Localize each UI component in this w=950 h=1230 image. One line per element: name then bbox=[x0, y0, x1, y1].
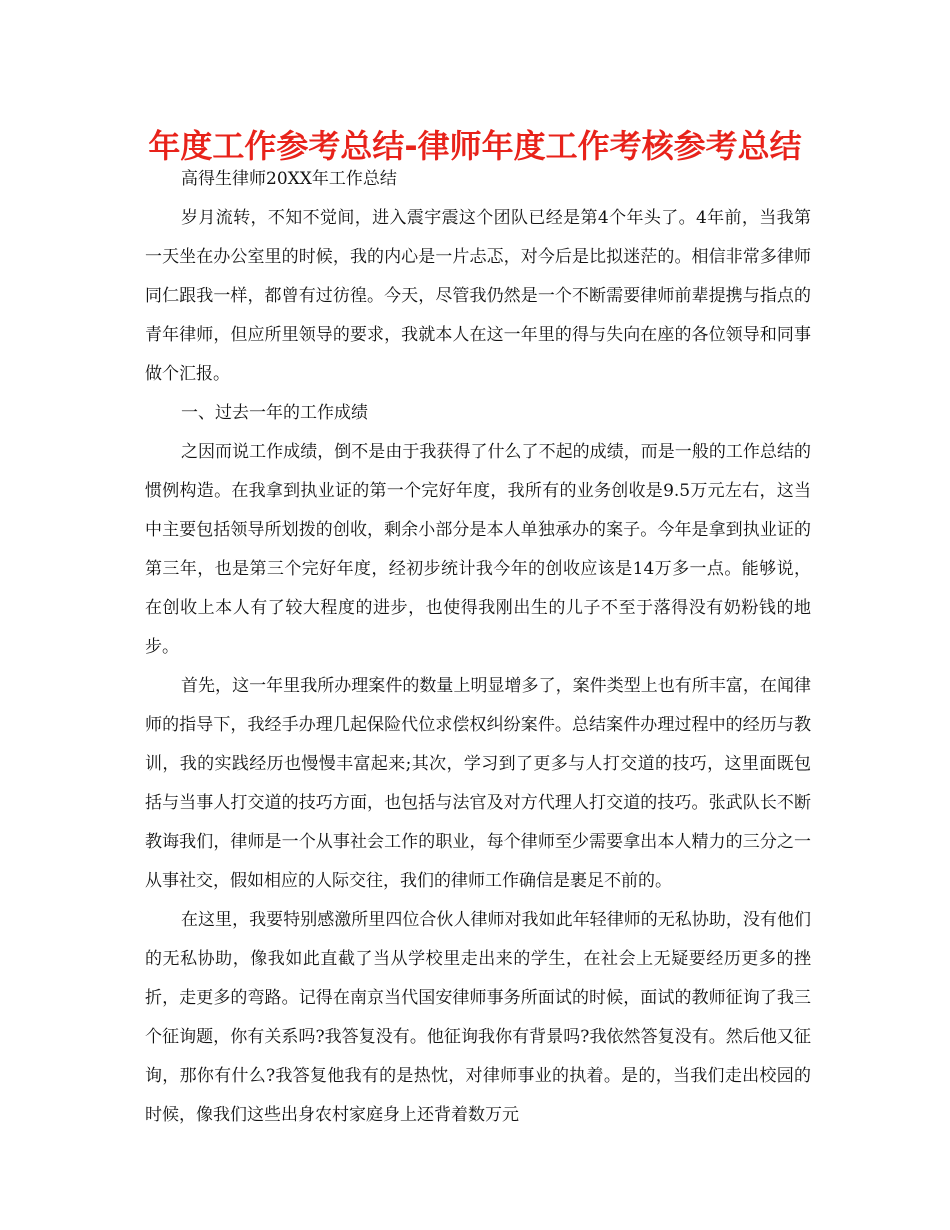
paragraph-thanks: 在这里，我要特别感激所里四位合伙人律师对我如此年轻律师的无私协助，没有他们的无私协助，像我如此直截了当从学校里走出来的学生，在社会上无疑要经历更多的挫折，走更多的弯路。记得在南京当代国安律师事务所面试的时候，面试的教师征询了我三个征询题，你有关系吗?我答复没有。他征询我你有背景吗?我依然答复没有。然后他又征询，那你有什么?我答复他我有的是热忱，对律师事业的执着。是的，当我们走出校园的时候，像我们这些出身农村家庭身上还背着数万元 bbox=[145, 910, 811, 1125]
section-heading: 一、过去一年的工作成绩 bbox=[181, 403, 368, 423]
document-title: 年度工作参考总结-律师年度工作考核参考总结 bbox=[148, 127, 802, 165]
paragraph-achievements: 之因而说工作成绩，倒不是由于我获得了什么了不起的成绩，而是一般的工作总结的惯例构造。在我拿到执业证的第一个完好年度，我所有的业务创收是9.5万元左右，这当中主要包括领导所划拨的创收，剩余小部分是本人单独承办的案子。今年是拿到执业证的第三年，也是第三个完好年度，经初步统计我今年的创收应该是14万多一点。能够说，在创收上本人有了较大程度的进步，也使得我刚出生的儿子不至于落得没有奶粉钱的地步。 bbox=[145, 442, 811, 657]
document-body bbox=[145, 160, 811, 1135]
paragraph-intro: 岁月流转，不知不觉间，进入震宇震这个团队已经是第4个年头了。4年前，当我第一天坐在办公室里的时候，我的内心是一片忐忑，对今后是比拟迷茫的。相信非常多律师同仁跟我一样，都曾有过彷徨。今天，尽管我仍然是一个不断需要律师前辈提携与指点的青年律师，但应所里领导的要求，我就本人在这一年里的得与失向在座的各位领导和同事做个汇报。 bbox=[145, 208, 811, 384]
paragraph-first: 首先，这一年里我所办理案件的数量上明显增多了，案件类型上也有所丰富，在闻律师的指导下，我经手办理几起保险代位求偿权纠纷案件。总结案件办理过程中的经历与教训，我的实践经历也慢慢丰富起来;其次，学习到了更多与人打交道的技巧，这里面既包括与当事人打交道的技巧方面，也包括与法官及对方代理人打交道的技巧。张武队长不断教诲我们，律师是一个从事社会工作的职业，每个律师至少需要拿出本人精力的三分之一从事社交，假如相应的人际交往，我们的律师工作确信是裹足不前的。 bbox=[145, 676, 811, 891]
document-subtitle: 高得生律师20XX年工作总结 bbox=[181, 169, 397, 189]
